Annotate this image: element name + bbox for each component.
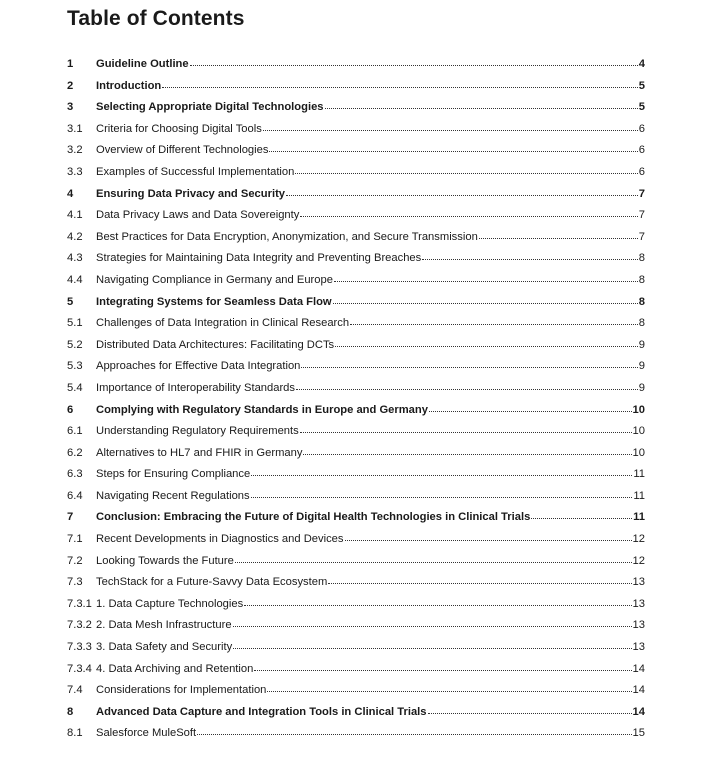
toc-entry[interactable]: [67, 123, 645, 145]
toc-entry-title: Salesforce MuleSoft: [96, 727, 197, 740]
toc-entry-number: 6: [67, 403, 74, 416]
toc-entry-page-number: 8: [638, 252, 645, 265]
toc-entry[interactable]: [67, 144, 645, 166]
toc-entry-number: 7.3.2: [67, 619, 92, 632]
toc-entry-title: Recent Developments in Diagnostics and Devices: [96, 533, 344, 546]
toc-entry[interactable]: [67, 382, 645, 404]
toc-entry[interactable]: [67, 101, 645, 123]
toc-entry-title: Navigating Compliance in Germany and Europe: [96, 273, 333, 286]
toc-entry-number: 8.1: [67, 727, 83, 740]
toc-entry-page-number: 9: [638, 360, 645, 373]
toc-entry[interactable]: [67, 555, 645, 577]
toc-entry[interactable]: [67, 447, 645, 469]
dot-leader: [263, 129, 638, 131]
dot-leader: [345, 539, 632, 541]
toc-entry-page-number: 11: [633, 489, 645, 502]
toc-entry[interactable]: [67, 641, 645, 663]
toc-entry-page-number: 10: [632, 446, 645, 459]
toc-entry-title: Considerations for Implementation: [96, 684, 267, 697]
toc-entry[interactable]: [67, 404, 645, 426]
toc-entry-page-number: 13: [632, 619, 645, 632]
dot-leader: [296, 388, 638, 390]
toc-entry-number: 5.2: [67, 338, 83, 351]
dot-leader: [190, 64, 638, 66]
toc-entry-page-number: 6: [638, 122, 645, 135]
toc-entry-number: 4: [67, 187, 74, 200]
toc-entry-number: 6.1: [67, 425, 83, 438]
toc-entry-title: Looking Towards the Future: [96, 554, 234, 567]
toc-entry[interactable]: [67, 339, 645, 361]
toc-entry-page-number: 15: [632, 727, 645, 740]
toc-entry-title: Challenges of Data Integration in Clinical Research: [96, 317, 350, 330]
toc-entry-page-number: 6: [638, 144, 645, 157]
toc-entry-title: Complying with Regulatory Standards in Europe and Germany: [96, 403, 428, 416]
dot-leader: [269, 150, 637, 152]
toc-entry[interactable]: [67, 468, 645, 490]
dot-leader: [251, 496, 633, 498]
toc-entry-number: 6.4: [67, 489, 83, 502]
toc-entry-number: 7: [67, 511, 74, 524]
toc-entry[interactable]: [67, 274, 645, 296]
toc-entry-title: Guideline Outline: [96, 58, 189, 70]
toc-entry-page-number: 14: [632, 705, 645, 718]
dot-leader: [333, 302, 638, 304]
toc-entry-number: 3.1: [67, 122, 83, 135]
toc-entry-number: 5.1: [67, 317, 83, 330]
toc-entry-page-number: 11: [633, 511, 645, 524]
toc-entry[interactable]: [67, 209, 645, 231]
toc-entry-page-number: 7: [638, 230, 645, 243]
toc-entry-page-number: 10: [632, 425, 645, 438]
toc-entry-title: Introduction: [96, 79, 162, 92]
toc-entry-number: 6.2: [67, 446, 83, 459]
dot-leader: [233, 625, 632, 627]
toc-entry-title: Approaches for Effective Data Integration: [96, 360, 301, 373]
toc-entry-title: TechStack for a Future-Savvy Data Ecosystem: [96, 576, 328, 589]
toc-entry-title: Strategies for Maintaining Data Integrity and Preventing Breaches: [96, 252, 422, 265]
toc-entry-title: Importance of Interoperability Standards: [96, 381, 295, 394]
toc-entry[interactable]: [67, 663, 645, 685]
dot-leader: [350, 323, 638, 325]
dot-leader: [295, 172, 637, 174]
toc-entry-title: 1. Data Capture Technologies: [96, 597, 244, 610]
toc-entry-title: Best Practices for Data Encryption, Anonymization, and Secure Transmission: [96, 230, 478, 243]
dot-leader: [479, 237, 638, 239]
toc-entry-number: 7.3.3: [67, 641, 92, 654]
toc-entry-number: 5.4: [67, 381, 83, 394]
dot-leader: [334, 280, 638, 282]
toc-entry-number: 5: [67, 295, 74, 308]
dot-leader: [422, 258, 638, 260]
dot-leader: [244, 604, 631, 606]
toc-entry-page-number: 8: [638, 317, 645, 330]
toc-entry[interactable]: [67, 619, 645, 641]
toc-list: [67, 58, 645, 749]
toc-entry-page-number: 13: [632, 576, 645, 589]
toc-entry-title: Integrating Systems for Seamless Data Flow: [96, 295, 332, 308]
toc-entry-number: 5.3: [67, 360, 83, 373]
toc-entry-number: 4.3: [67, 252, 83, 265]
toc-entry-title: Criteria for Choosing Digital Tools: [96, 122, 262, 135]
toc-entry[interactable]: [67, 252, 645, 274]
dot-leader: [429, 410, 632, 412]
toc-entry-page-number: 4: [638, 58, 645, 70]
toc-entry[interactable]: [67, 80, 645, 102]
dot-leader: [531, 517, 632, 519]
toc-entry[interactable]: [67, 188, 645, 210]
toc-entry-number: 7.3: [67, 576, 83, 589]
toc-entry[interactable]: [67, 231, 645, 253]
toc-entry-number: 7.3.1: [67, 597, 92, 610]
dot-leader: [197, 733, 631, 735]
dot-leader: [428, 712, 632, 714]
toc-entry-number: 6.3: [67, 468, 83, 481]
dot-leader: [251, 474, 632, 476]
dot-leader: [235, 561, 632, 563]
toc-entry-title: Advanced Data Capture and Integration Tools in Clinical Trials: [96, 705, 427, 718]
toc-entry-page-number: 14: [632, 662, 645, 675]
toc-entry-number: 3.2: [67, 144, 83, 157]
toc-entry[interactable]: [67, 706, 645, 728]
toc-entry-title: Understanding Regulatory Requirements: [96, 425, 299, 438]
toc-entry-title: Selecting Appropriate Digital Technologies: [96, 101, 324, 114]
toc-entry[interactable]: [67, 576, 645, 598]
toc-entry-title: 3. Data Safety and Security: [96, 641, 233, 654]
page-title: Table of Contents: [67, 7, 245, 30]
toc-entry-page-number: 9: [638, 338, 645, 351]
toc-entry-page-number: 6: [638, 165, 645, 178]
dot-leader: [328, 582, 631, 584]
toc-entry-number: 8: [67, 705, 74, 718]
toc-entry[interactable]: [67, 58, 645, 80]
toc-entry-number: 4.4: [67, 273, 83, 286]
toc-entry[interactable]: [67, 317, 645, 339]
toc-entry-title: Ensuring Data Privacy and Security: [96, 187, 286, 200]
toc-entry-title: Alternatives to HL7 and FHIR in Germany: [96, 446, 303, 459]
toc-entry[interactable]: [67, 727, 645, 749]
toc-entry-page-number: 5: [638, 101, 645, 114]
toc-entry-title: 4. Data Archiving and Retention: [96, 662, 254, 675]
toc-entry[interactable]: [67, 533, 645, 555]
toc-entry[interactable]: [67, 425, 645, 447]
dot-leader: [325, 107, 638, 109]
toc-entry-page-number: 13: [632, 641, 645, 654]
toc-entry-number: 7.2: [67, 554, 83, 567]
toc-entry-title: 2. Data Mesh Infrastructure: [96, 619, 232, 632]
toc-entry-page-number: 12: [632, 554, 645, 567]
toc-entry[interactable]: [67, 598, 645, 620]
dot-leader: [300, 215, 637, 217]
toc-entry-title: Steps for Ensuring Compliance: [96, 468, 251, 481]
toc-entry-page-number: 8: [638, 273, 645, 286]
toc-entry-page-number: 13: [632, 597, 645, 610]
dot-leader: [286, 194, 638, 196]
toc-entry-title: Overview of Different Technologies: [96, 144, 269, 157]
dot-leader: [301, 366, 637, 368]
toc-entry-number: 3: [67, 101, 74, 114]
toc-entry-number: 7.4: [67, 684, 83, 697]
toc-entry[interactable]: [67, 166, 645, 188]
toc-entry-title: Conclusion: Embracing the Future of Digital Health Technologies in Clinical Trials: [96, 511, 531, 524]
dot-leader: [233, 647, 631, 649]
toc-entry-title: Navigating Recent Regulations: [96, 489, 250, 502]
toc-entry-page-number: 10: [632, 403, 645, 416]
toc-entry-page-number: 8: [638, 295, 645, 308]
toc-entry[interactable]: [67, 684, 645, 706]
toc-entry-page-number: 12: [632, 533, 645, 546]
toc-entry-number: 1: [67, 58, 74, 70]
toc-entry[interactable]: [67, 296, 645, 318]
toc-entry-page-number: 9: [638, 381, 645, 394]
toc-entry[interactable]: [67, 360, 645, 382]
dot-leader: [162, 86, 638, 88]
toc-entry[interactable]: [67, 490, 645, 512]
toc-entry-number: 3.3: [67, 165, 83, 178]
toc-entry-number: 7.3.4: [67, 662, 92, 675]
toc-entry-title: Examples of Successful Implementation: [96, 165, 295, 178]
toc-entry-number: 2: [67, 79, 74, 92]
toc-entry-page-number: 7: [638, 187, 645, 200]
toc-entry-page-number: 5: [638, 79, 645, 92]
toc-entry[interactable]: [67, 511, 645, 533]
toc-entry-title: Data Privacy Laws and Data Sovereignty: [96, 209, 300, 222]
toc-entry-page-number: 11: [633, 468, 645, 481]
dot-leader: [267, 690, 631, 692]
toc-entry-number: 4.1: [67, 209, 83, 222]
dot-leader: [300, 431, 632, 433]
toc-entry-number: 7.1: [67, 533, 83, 546]
dot-leader: [335, 345, 638, 347]
dot-leader: [254, 669, 631, 671]
toc-entry-page-number: 7: [638, 209, 645, 222]
toc-entry-number: 4.2: [67, 230, 83, 243]
toc-entry-page-number: 14: [632, 684, 645, 697]
toc-entry-title: Distributed Data Architectures: Facilitating DCTs: [96, 338, 335, 351]
dot-leader: [303, 453, 631, 455]
